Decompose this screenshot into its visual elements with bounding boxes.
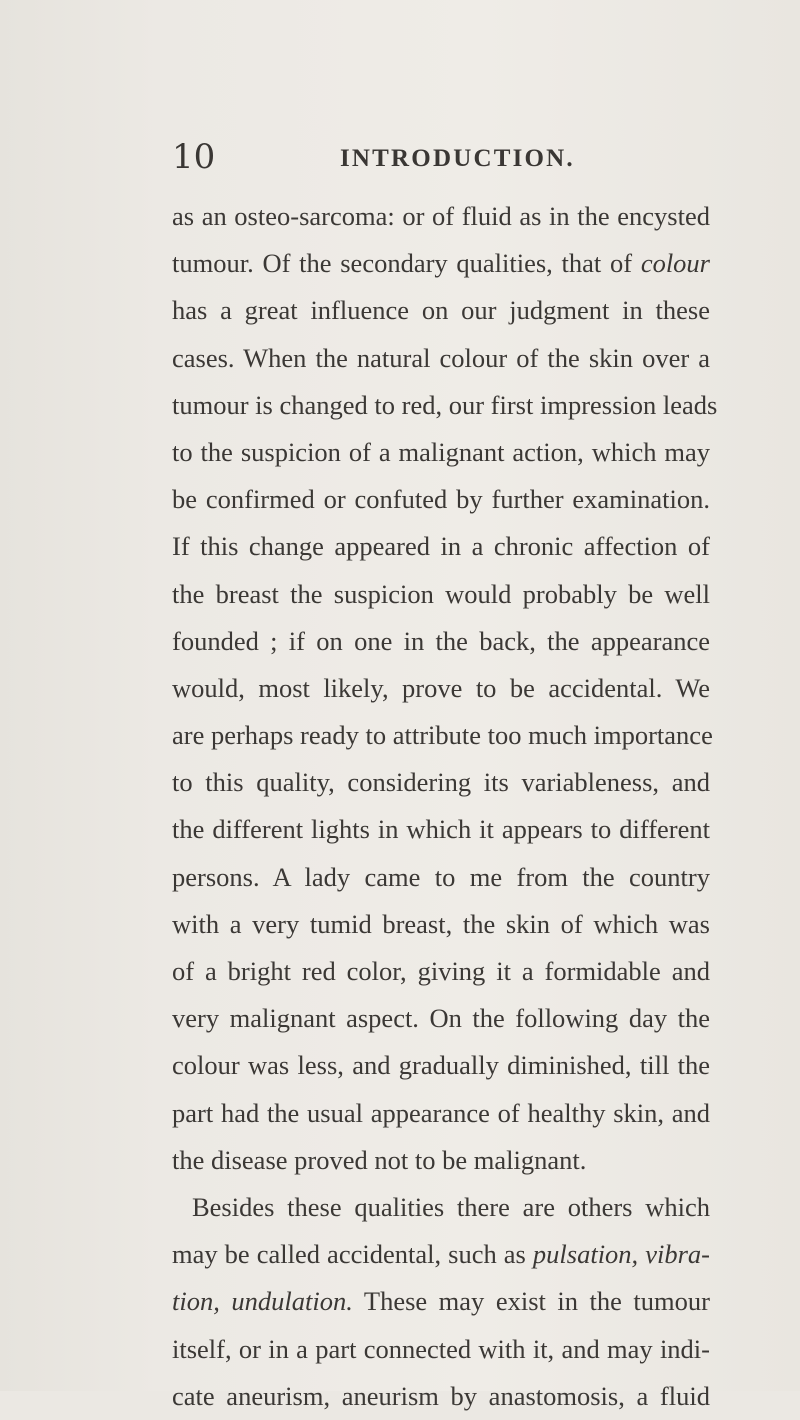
text-line	[172, 995, 710, 1042]
text-line	[172, 1042, 710, 1089]
text-line	[172, 1278, 710, 1325]
text-line	[172, 335, 710, 382]
text-line	[172, 1137, 710, 1184]
text-segment: would, most likely, prove to be accidental. We	[172, 672, 710, 703]
text-segment: the disease proved not to be malignant.	[172, 1144, 587, 1175]
text-line	[172, 382, 718, 429]
text-segment: colour was less, and gradually diminished, till the	[172, 1050, 710, 1081]
text-line	[172, 1184, 710, 1231]
text-line	[172, 287, 710, 334]
text-line	[172, 240, 710, 287]
text-segment: of a bright red color, giving it a formidable and	[172, 956, 710, 986]
text-line	[172, 571, 710, 618]
text-line	[172, 948, 710, 995]
text-line	[172, 476, 710, 523]
text-segment: Besides these qualities there are others which	[192, 1191, 710, 1222]
text-line	[172, 1373, 710, 1420]
text-segment: has a great influence on our judgment in these	[172, 295, 710, 326]
text-segment: founded ; if on one in the back, the appearance	[172, 625, 710, 656]
text-line	[172, 1090, 710, 1137]
text-segment: very malignant aspect. On the following day the	[172, 1003, 710, 1034]
text-line	[172, 193, 710, 240]
text-line	[172, 712, 713, 759]
text-line	[172, 901, 710, 948]
body-text	[172, 193, 718, 1420]
text-segment: with a very tumid breast, the skin of which was	[172, 908, 710, 939]
text-segment: as an osteo-sarcoma: or of fluid as in the encysted	[172, 201, 710, 231]
text-segment: to the suspicion of a malignant action, which may	[172, 436, 710, 467]
text-line	[172, 429, 710, 476]
text-segment: tumour is changed to red, our first impression leads	[172, 389, 718, 420]
text-segment: the breast the suspicion would probably be well	[172, 578, 710, 609]
italic-text-segment: colour	[640, 248, 710, 279]
text-segment: persons. A lady came to me from the country	[172, 861, 710, 892]
text-segment: part had the usual appearance of healthy skin, and	[172, 1097, 710, 1128]
text-line	[172, 806, 710, 853]
text-segment: the different lights in which it appears to different	[172, 814, 710, 845]
text-line	[172, 523, 710, 570]
text-line	[172, 1231, 710, 1278]
text-segment: may be called accidental, such as	[172, 1239, 533, 1270]
italic-text-segment: tion, undulation.	[172, 1286, 353, 1317]
italic-text-segment: pulsation, vibra-	[532, 1239, 710, 1270]
text-segment: cases. When the natural colour of the skin over a	[172, 342, 710, 373]
page-header	[0, 137, 800, 190]
running-head: INTRODUCTION.	[340, 145, 575, 172]
text-segment: These may exist in the tumour	[352, 1286, 710, 1317]
text-segment: be confirmed or confuted by further examination.	[172, 484, 710, 515]
text-line	[172, 665, 710, 712]
text-segment: itself, or in a part connected with it, and may indi-	[172, 1333, 710, 1364]
text-segment: to this quality, considering its variableness, and	[172, 767, 710, 798]
text-line	[172, 1326, 710, 1373]
page-number: 10	[172, 137, 216, 177]
text-segment: tumour. Of the secondary qualities, that of	[172, 248, 641, 279]
text-line	[172, 759, 710, 806]
text-segment: are perhaps ready to attribute too much importance	[172, 720, 713, 751]
text-segment: cate aneurism, aneurism by anastomosis, a fluid	[172, 1380, 710, 1411]
text-line	[172, 618, 710, 665]
text-line	[172, 854, 710, 901]
text-segment: If this change appeared in a chronic affection of	[172, 531, 710, 562]
